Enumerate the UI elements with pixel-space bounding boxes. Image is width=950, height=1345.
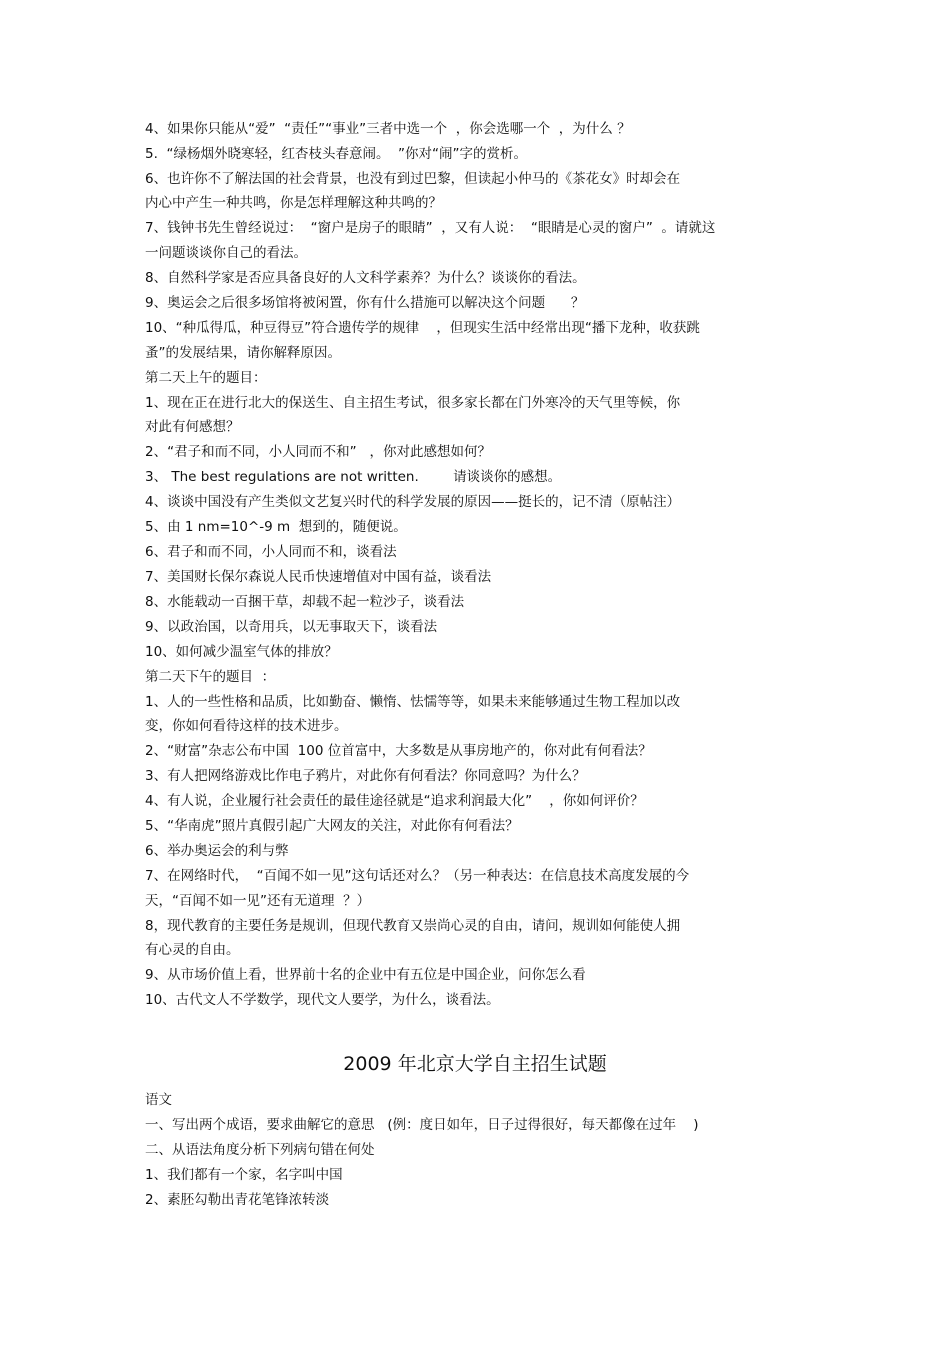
text-line: 1、我们都有一个家，名字叫中国	[145, 1167, 343, 1183]
text-line: 有心灵的自由。	[145, 942, 240, 958]
text-line: 9、从市场价值上看，世界前十名的企业中有五位是中国企业，问你怎么看	[145, 967, 586, 983]
text-line: 对此有何感想？	[145, 419, 240, 435]
text-line: 3、有人把网络游戏比作电子鸦片，对此你有何看法？你同意吗？为什么？	[145, 768, 586, 784]
text-line: 9、以政治国，以奇用兵，以无事取天下，谈看法	[145, 619, 438, 635]
text-line: 第二天上午的题目：	[145, 370, 267, 386]
text-line: 6、也许你不了解法国的社会背景，也没有到过巴黎，但读起小仲马的《茶花女》时却会在	[145, 171, 681, 187]
text-line: 8，现代教育的主要任务是规训，但现代教育又崇尚心灵的自由，请问，规训如何能使人拥	[145, 918, 681, 934]
text-line: 第二天下午的题目 ：	[145, 669, 276, 685]
text-line: 3、 The best regulations are not written. 请谈谈你的感想。	[145, 469, 562, 485]
text-line: 10、“种瓜得瓜，种豆得豆”符合遗传学的规律 ，但现实生活中经常出现“播下龙种，收获跳	[145, 320, 700, 336]
text-line: 变，你如何看待这样的技术进步。	[145, 718, 348, 734]
text-line: 6、君子和而不同，小人同而不和，谈看法	[145, 544, 397, 560]
section-title: 2009 年北京大学自主招生试题	[343, 1053, 607, 1075]
text-line: 一、写出两个成语，要求曲解它的意思 (例：度日如年，日子过得很好，每天都像在过年 )	[145, 1117, 699, 1133]
text-line: 4、如果你只能从“爱” “责任”“事业”三者中选一个 ，你会选哪一个 ，为什么 ？	[145, 121, 631, 137]
text-line: 语文	[145, 1092, 172, 1108]
text-line: 5. “绿杨烟外晓寒轻，红杏枝头春意闹。 ”你对“闹”字的赏析。	[145, 146, 528, 162]
text-line: 5、由 1 nm=10^-9 m 想到的，随便说。	[145, 519, 407, 535]
text-line: 7、美国财长保尔森说人民币快速增值对中国有益，谈看法	[145, 569, 492, 585]
text-line: 二、从语法角度分析下列病句错在何处	[145, 1142, 375, 1158]
text-line: 7、钱钟书先生曾经说过： “窗户是房子的眼睛” ，又有人说： “眼睛是心灵的窗户” 。请就这	[145, 220, 716, 236]
text-line: 4、有人说，企业履行社会责任的最佳途径就是“追求利润最大化” ，你如何评价？	[145, 793, 644, 809]
text-line: 6、举办奥运会的利与弊	[145, 843, 289, 859]
text-line: 8、水能载动一百捆干草，却载不起一粒沙子，谈看法	[145, 594, 465, 610]
text-line: 一问题谈谈你自己的看法。	[145, 245, 307, 261]
text-line: 10、古代文人不学数学，现代文人要学，为什么，谈看法。	[145, 992, 500, 1008]
text-line: 1、现在正在进行北大的保送生、自主招生考试，很多家长都在门外寒冷的天气里等候，你	[145, 395, 681, 411]
text-line: 8、自然科学家是否应具备良好的人文科学素养？为什么？谈谈你的看法。	[145, 270, 586, 286]
text-line: 5、“华南虎”照片真假引起广大网友的关注，对此你有何看法？	[145, 818, 519, 834]
text-line: 1、人的一些性格和品质，比如勤奋、懒惰、怯懦等等，如果未来能够通过生物工程加以改	[145, 694, 681, 710]
text-line: 2、“财富”杂志公布中国 100 位首富中，大多数是从事房地产的，你对此有何看法？	[145, 743, 652, 759]
text-line: 2、素胚勾勒出青花笔锋浓转淡	[145, 1192, 330, 1208]
text-line: 内心中产生一种共鸣，你是怎样理解这种共鸣的？	[145, 195, 442, 211]
text-line: 蚤”的发展结果，请你解释原因。	[145, 345, 341, 361]
text-line: 7、在网络时代， “百闻不如一见”这句话还对么？（另一种表达：在信息技术高度发展的今	[145, 868, 690, 884]
text-line: 4、谈谈中国没有产生类似文艺复兴时代的科学发展的原因——挺长的，记不清（原帖注）	[145, 494, 681, 510]
text-line: 10、如何减少温室气体的排放？	[145, 644, 338, 660]
text-line: 9、奥运会之后很多场馆将被闲置，你有什么措施可以解决这个问题 ？	[145, 295, 585, 311]
text-line: 2、“君子和而不同，小人同而不和” ，你对此感想如何？	[145, 444, 491, 460]
text-line: 天，“百闻不如一见”还有无道理 ？）	[145, 893, 371, 909]
